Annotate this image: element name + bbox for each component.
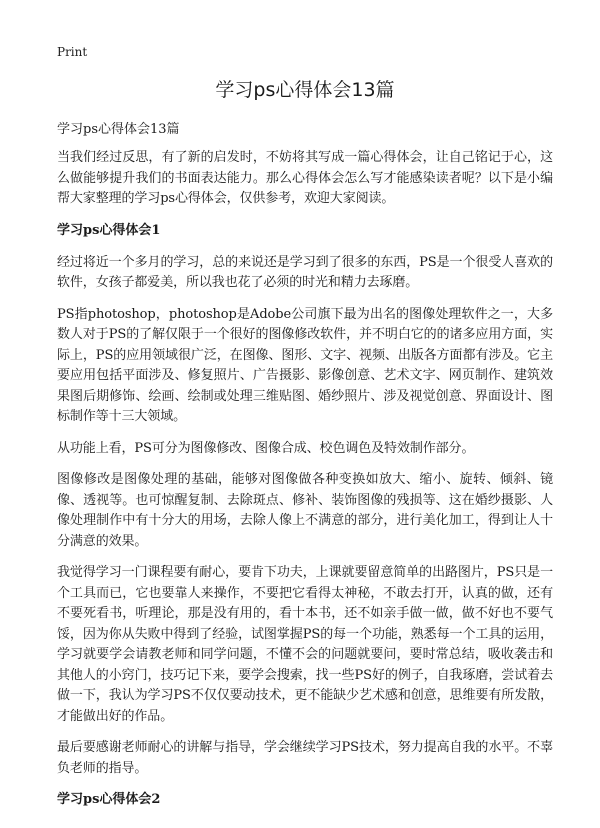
section-1-paragraph: 图像修改是图像处理的基础，能够对图像做各种变换如放大、缩小、旋转、倾斜、镜像、透视等。也可惊醒复制、去除斑点、修补、装饰图像的残损等、这在婚纱摄影、人像处理制作中有十分大的用场，去除人像上不满意的部分，进行美化加工，得到让人十分满意的效果。 [57, 472, 553, 549]
section-1-paragraph: 我觉得学习一门课程要有耐心，要肯下功夫，上课就要留意简单的出路图片，PS只是一个工具而已，它也要靠人来操作，不要把它看得太神秘，不敢去打开，认真的做，还有不要死看书，听理论，那是没有用的，看十本书，还不如亲手做一做，做不好也不要气馁，因为你从失败中得到了经验，试图掌握PS的每一个功能，熟悉每一个工具的运用，学习就要学会请教老师和同学问题，不懂不会的问题就要问，要时常总结，吸收袭击和其他人的小窍门，技巧记下来，要学会搜索，找一些PS好的例子，自我琢磨，尝试着去做一下，我认为学习PS不仅仅要动技术，更不能缺少艺术感和创意，思维要有所发散，才能做出好的作品。 [57, 565, 553, 724]
document-body [57, 148, 553, 822]
section-heading-2: 学习ps心得体会2 [57, 792, 161, 807]
section-1-paragraph: 经过将近一个多月的学习，总的来说还是学习到了很多的东西，PS是一个很受人喜欢的软件，女孩子都爱美，所以我也花了必须的时光和精力去琢磨。 [57, 254, 553, 290]
intro-paragraph: 当我们经过反思，有了新的启发时，不妨将其写成一篇心得体会，让自己铭记于心，这么做能够提升我们的书面表达能力。那么心得体会怎么写才能感染读者呢？以下是小编帮大家整理的学习ps心得体会，仅供参考，欢迎大家阅读。 [57, 150, 553, 206]
page-title: 学习ps心得体会13篇 [215, 79, 395, 101]
print-link[interactable]: Print [57, 45, 88, 59]
section-heading-1: 学习ps心得体会1 [57, 222, 161, 238]
document-subtitle: 学习ps心得体会13篇 [57, 122, 180, 137]
section-1-paragraph: PS指photoshop，photoshop是Adobe公司旗下最为出名的图像处理软件之一，大多数人对于PS的了解仅限于一个很好的图像修改软件，并不明白它的的诸多应用方面，实际上，PS的应用领域很广泛，在图像、图形、文字、视频、出版各方面都有涉及。它主要应用包括平面涉及、修复照片、广告摄影、影像创意、艺术文字、网页制作、建筑效果图后期修饰、绘画、绘制或处理三维贴图、婚纱照片、涉及视觉创意、界面设计、图标制作等十三大领域。 [57, 306, 553, 424]
section-1-paragraph: 从功能上看，PS可分为图像修改、图像合成、校色调色及特效制作部分。 [57, 440, 475, 456]
section-1-paragraph: 最后要感谢老师耐心的讲解与指导，学会继续学习PS技术，努力提高自我的水平。不辜负老师的指导。 [57, 740, 553, 776]
